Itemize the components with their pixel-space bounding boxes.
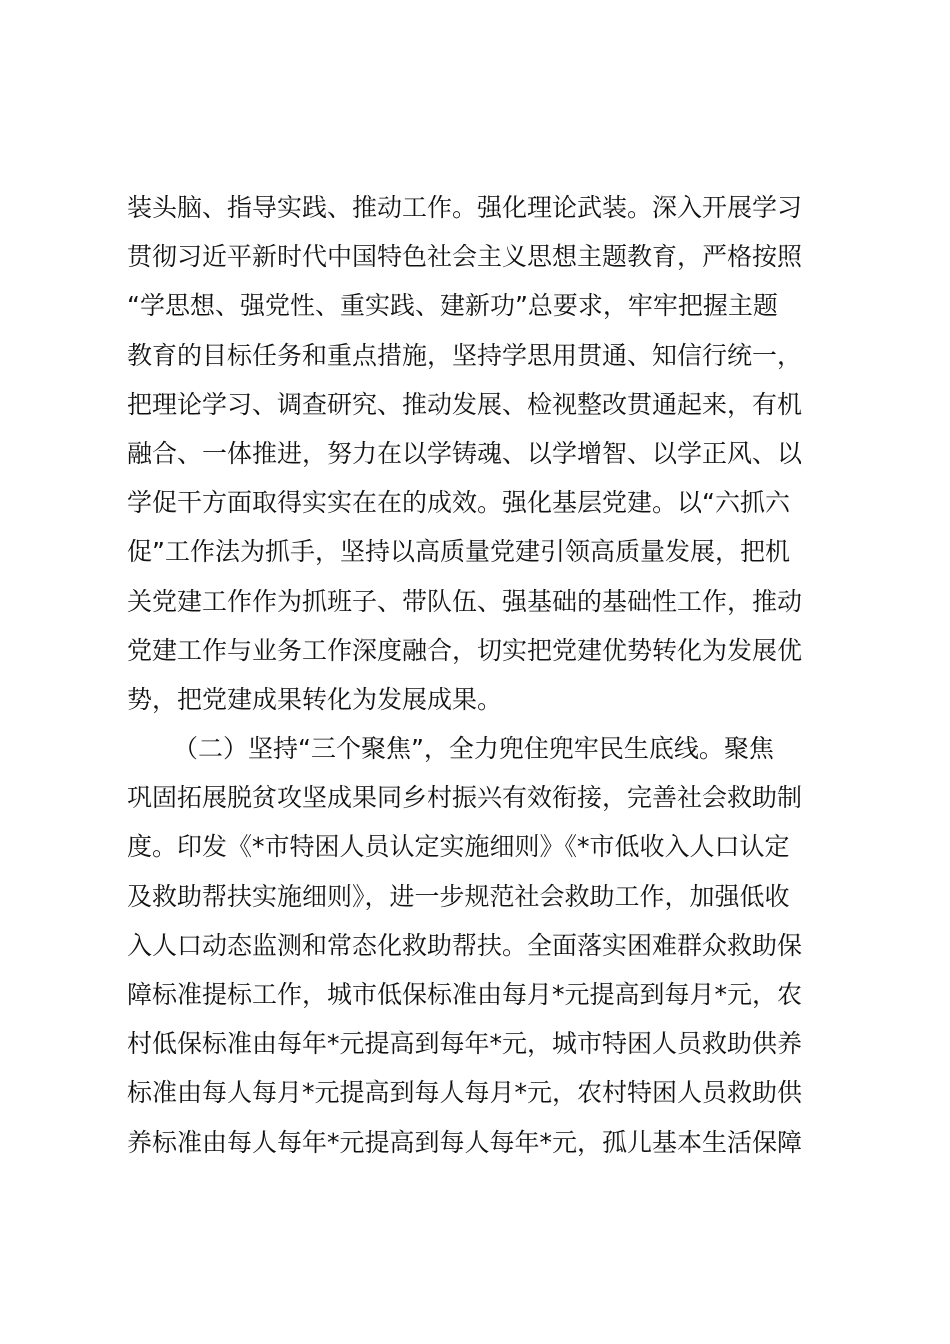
text-line: 教育的目标任务和重点措施，坚持学思用贯通、知信行统一， <box>127 340 803 370</box>
text-line: 入人口动态监测和常态化救助帮扶。全面落实困难群众救助保 <box>127 930 803 960</box>
text-line: 贯彻习近平新时代中国特色社会主义思想主题教育，严格按照 <box>127 242 803 272</box>
text-line: 巩固拓展脱贫攻坚成果同乡村振兴有效衔接，完善社会救助制 <box>127 783 803 813</box>
text-line: 关党建工作作为抓班子、带队伍、强基础的基础性工作，推动 <box>127 586 803 616</box>
text-line: 障标准提标工作，城市低保标准由每月*元提高到每月*元，农 <box>127 980 803 1009</box>
text-line: 度。印发《*市特困人员认定实施细则》《*市低收入人口认定 <box>127 832 790 862</box>
text-line: 融合、一体推进，努力在以学铸魂、以学增智、以学正风、以 <box>127 438 803 468</box>
document-body <box>127 183 837 1167</box>
paragraph-1 <box>127 183 837 724</box>
section-heading-line: （二）坚持“三个聚焦”，全力兜住兜牢民生底线。聚焦 <box>173 734 774 764</box>
text-line: 村低保标准由每年*元提高到每年*元，城市特困人员救助供养 <box>127 1029 803 1059</box>
text-line: 装头脑、指导实践、推动工作。强化理论武装。深入开展学习 <box>127 193 803 222</box>
text-line: 及救助帮扶实施细则》，进一步规范社会救助工作，加强低收 <box>127 881 790 911</box>
paragraph-2 <box>127 724 837 1167</box>
text-line: 养标准由每人每年*元提高到每人每年*元，孤儿基本生活保障 <box>127 1127 803 1157</box>
text-line: 把理论学习、调查研究、推动发展、检视整改贯通起来，有机 <box>127 389 803 419</box>
text-line: 标准由每人每月*元提高到每人每月*元，农村特困人员救助供 <box>127 1078 803 1108</box>
text-line: 学促干方面取得实实在在的成效。强化基层党建。以“六抓六 <box>127 488 790 518</box>
text-line: 势，把党建成果转化为发展成果。 <box>127 684 503 714</box>
text-line: 促”工作法为抓手，坚持以高质量党建引领高质量发展，把机 <box>127 537 790 567</box>
text-line: “学思想、强党性、重实践、建新功”总要求，牢牢把握主题 <box>127 291 778 321</box>
text-line: 党建工作与业务工作深度融合，切实把党建优势转化为发展优 <box>127 635 803 665</box>
